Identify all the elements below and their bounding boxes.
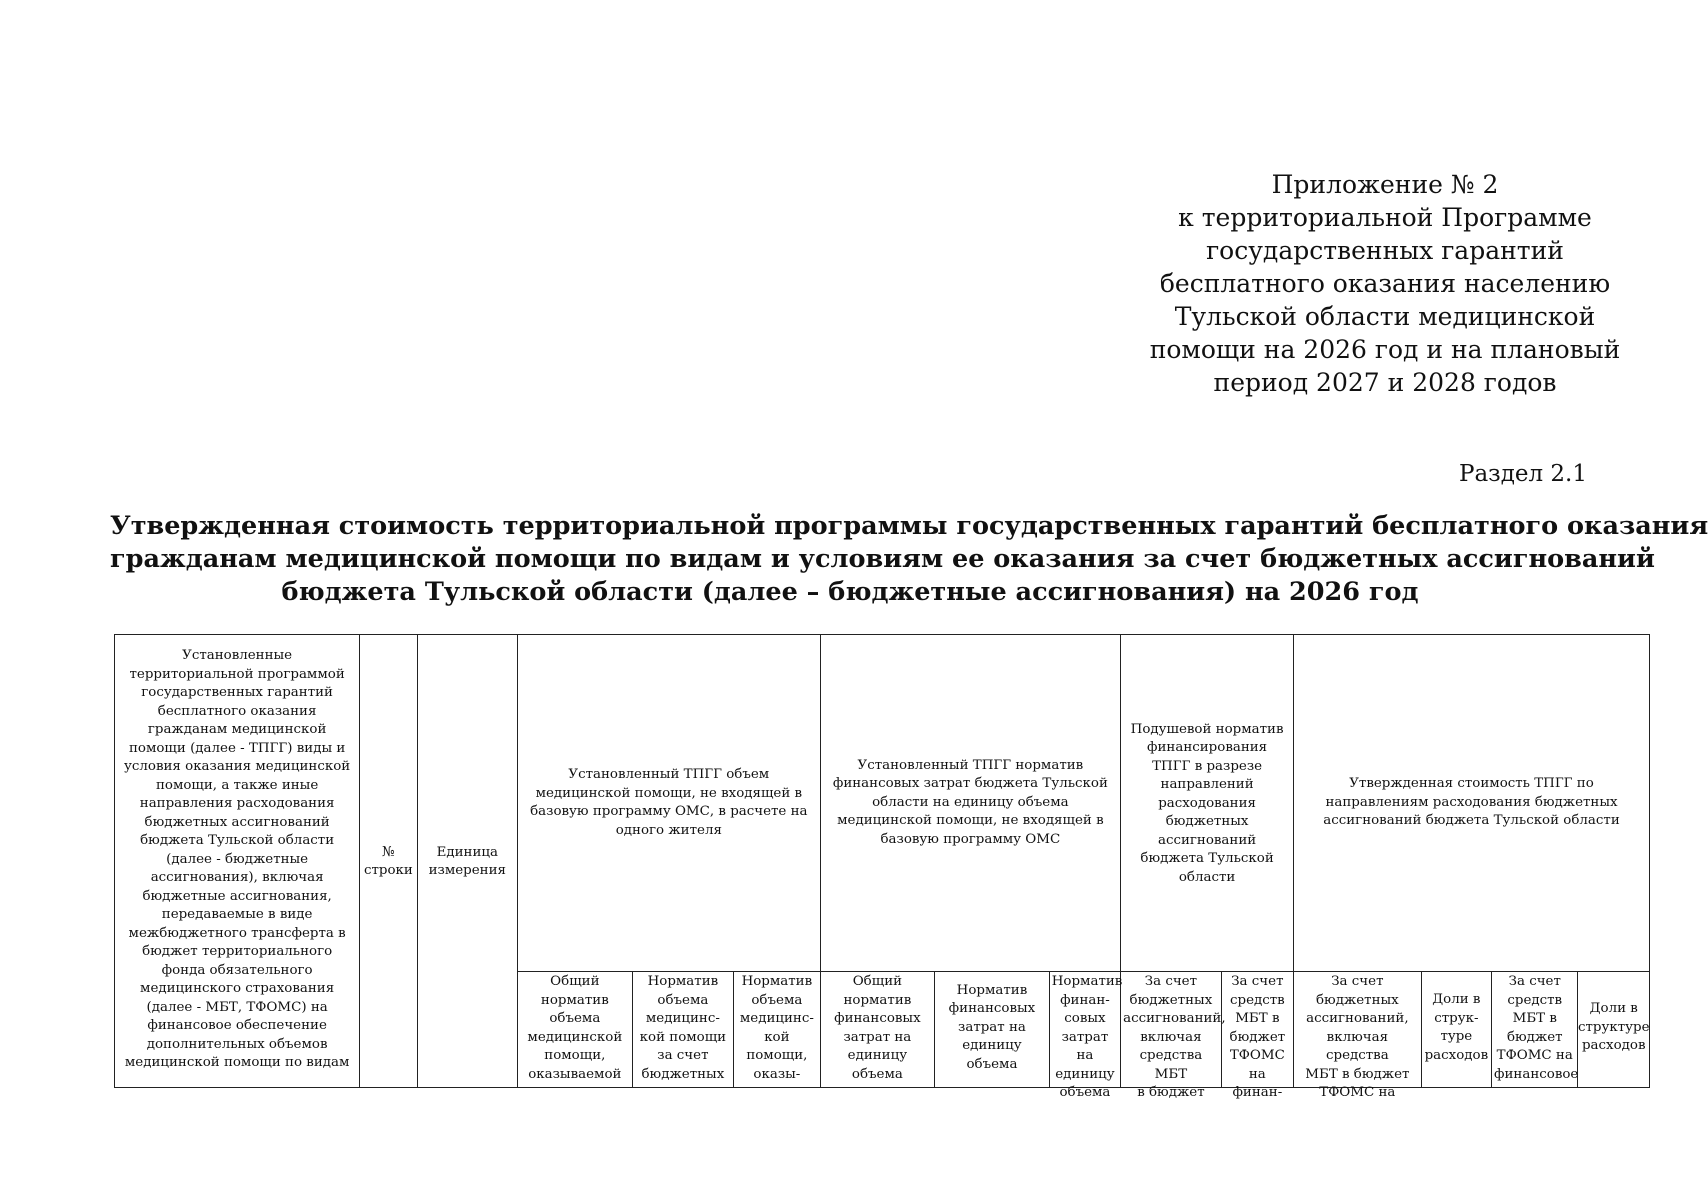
- appendix-header: [1120, 168, 1650, 399]
- subheader-text: Норматив финансовых затрат на единицу объема: [948, 982, 1036, 1072]
- title-line: гражданам медицинской помощи по видам и условиям ее оказания за счет бюджетных ассигнований: [110, 544, 1655, 574]
- header-cost-norm-group: [820, 635, 1121, 972]
- appendix-line: Приложение № 2: [1271, 170, 1499, 199]
- subheader-text: Норматив объема медицинс- кой помощи за счет бюджетных: [639, 974, 727, 1082]
- header-volume-group-text: Установленный ТПГГ объем медицинской помощи, не входящей в базовую программу ОМС, в расчете на одного жителя: [530, 767, 808, 838]
- title-line: Утвержденная стоимость территориальной программы государственных гарантий бесплатного оказания: [110, 511, 1708, 541]
- subheader-cell: [820, 972, 935, 1088]
- subheader-cell: [1121, 972, 1226, 1101]
- subheader-cell: [734, 972, 820, 1088]
- cost-table: [114, 634, 1650, 1101]
- header-cost-norm-group-text: Установленный ТПГГ норматив финансовых затрат бюджета Тульской области на единицу объема медицинской помощи, не входящей в базовую программу ОМС: [832, 757, 1108, 847]
- appendix-line: к территориальной Программе: [1178, 203, 1592, 232]
- header-unit-text: Единица измерения: [428, 844, 506, 878]
- subheader-cell: [1221, 972, 1293, 1101]
- appendix-line: период 2027 и 2028 годов: [1213, 368, 1557, 397]
- header-row-number: [360, 635, 417, 1088]
- subheader-cell: [1492, 972, 1578, 1088]
- subheader-text: За счет средств МБТ в бюджет ТФОМС на финан-: [1229, 974, 1286, 1101]
- subheader-text: Общий норматив объема медицинской помощи, оказываемой: [527, 974, 623, 1082]
- subheader-cell: [1294, 972, 1422, 1101]
- header-type-of-care: [115, 635, 360, 1088]
- subheader-cell: [632, 972, 734, 1088]
- subheader-cell: [935, 972, 1050, 1088]
- document-title: [110, 510, 1708, 609]
- subheader-text: Норматив финан- совых затрат на единицу объема: [1051, 974, 1123, 1101]
- header-unit: [417, 635, 518, 1088]
- subheader-cell: [1049, 972, 1123, 1101]
- appendix-line: бесплатного оказания населению: [1159, 269, 1611, 298]
- subheader-cell: [518, 972, 633, 1088]
- subheader-text: Общий норматив финансовых затрат на единицу объема: [834, 974, 921, 1082]
- subheader-text: За счет средств МБТ в бюджет ТФОМС на финансовое: [1494, 974, 1579, 1082]
- header-volume-group: [518, 635, 821, 972]
- subheader-text: Доли в струк- туре расходов: [1424, 992, 1489, 1063]
- header-per-capita-group-text: Подушевой норматив финансирования ТПГГ в разрезе направлений расходования бюджетных ассигнований бюджета Тульской области: [1130, 721, 1284, 885]
- subheader-cell: [1578, 972, 1650, 1088]
- subheader-text: За счет бюджетных ассигнований, включая средства МБТ в бюджет: [1123, 974, 1226, 1101]
- appendix-line: государственных гарантий: [1206, 236, 1564, 265]
- subheader-text: За счет бюджетных ассигнований, включая средства МБТ в бюджет ТФОМС на: [1305, 974, 1410, 1101]
- header-approved-cost-group: [1294, 635, 1650, 972]
- title-line: бюджета Тульской области (далее – бюджетные ассигнования) на 2026 год: [281, 577, 1419, 607]
- subheader-text: Доли в структуре расходов: [1577, 1001, 1650, 1054]
- header-type-of-care-text: Установленные территориальной программой государственных гарантий бесплатного оказания гражданам медицинской помощи (далее - ТПГГ) виды и условия оказания медицинской помощи, а также иные направления расходования бюджетных ассигнований бюджета Тульской области (далее - бюджетные ассигнования), включая бюджетные ассигнования, передаваемые в виде межбюджетного трансферта в бюджет территориального фонда обязательного медицинского страхования (далее - МБТ, ТФОМС) на финансовое обеспечение дополнительных объемов медицинской помощи по видам: [124, 648, 351, 1070]
- section-label: Раздел 2.1: [1458, 461, 1587, 487]
- header-approved-cost-group-text: Утвержденная стоимость ТПГГ по направлениям расходования бюджетных ассигнований бюджета Тульской области: [1323, 776, 1620, 829]
- header-row-number-text: № строки: [363, 844, 413, 878]
- subheader-text: Норматив объема медицинс- кой помощи, оказы-: [739, 974, 814, 1082]
- subheader-cell: [1421, 972, 1491, 1088]
- appendix-line: помощи на 2026 год и на плановый: [1149, 335, 1621, 364]
- header-per-capita-group: [1121, 635, 1294, 972]
- appendix-line: Тульской области медицинской: [1174, 302, 1596, 331]
